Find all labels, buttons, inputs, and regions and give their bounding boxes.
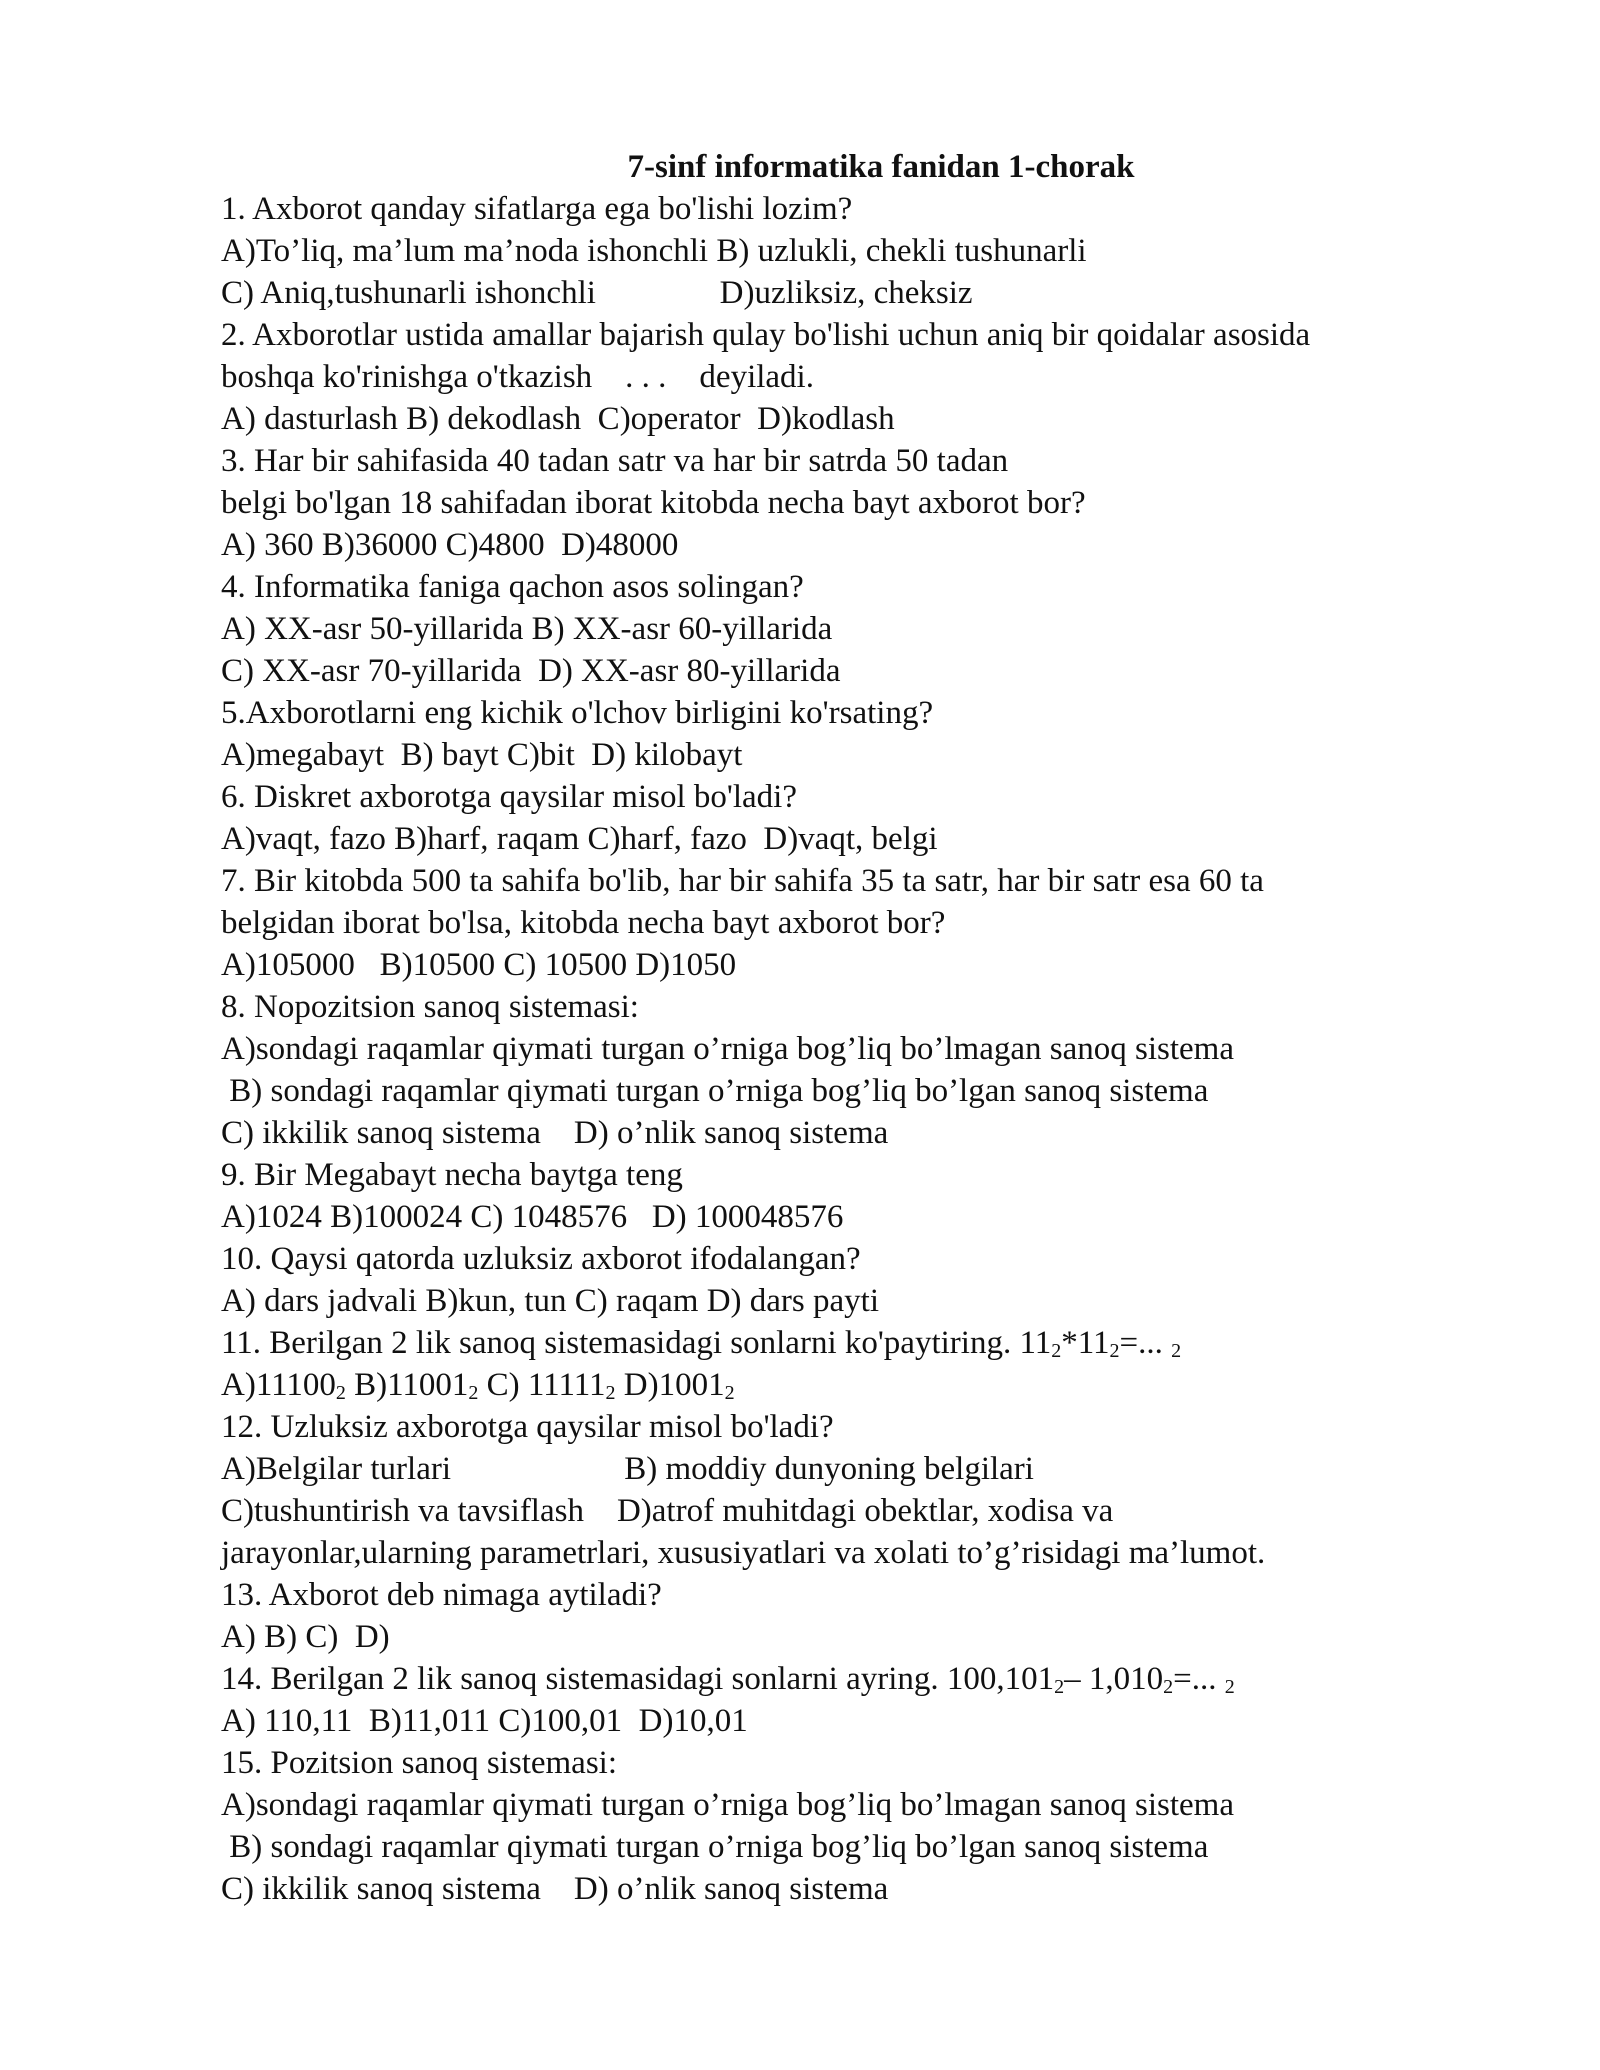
question-7-options: A)105000 B)10500 C) 10500 D)1050 <box>221 947 737 983</box>
question-11-operator: *11 <box>1061 1325 1110 1361</box>
option-c: C) 11111 <box>478 1367 606 1403</box>
subscript-base: 2 <box>335 1382 346 1404</box>
question-15-options-c-d: C) ikkilik sanoq sistema D) o’nlik sanoq sistema <box>221 1871 889 1907</box>
question-3-continued: belgi bo'lgan 18 sahifadan iborat kitobda necha bayt axborot bor? <box>221 485 1086 521</box>
question-7-continued: belgidan iborat bo'lsa, kitobda necha bayt axborot bor? <box>221 905 946 941</box>
question-4: 4. Informatika faniga qachon asos solingan? <box>221 569 804 605</box>
option-b: B)11001 <box>345 1367 469 1403</box>
question-14 <box>221 1658 1491 1700</box>
question-8-option-b: B) sondagi raqamlar qiymati turgan o’rniga bog’liq bo’lgan sanoq sistema <box>221 1073 1209 1109</box>
question-12-option-d-continued: jarayonlar,ularning parametrlari, xususiyatlari va xolati to’g’risidagi ma’lumot. <box>221 1535 1266 1571</box>
question-10-options: A) dars jadvali B)kun, tun C) raqam D) dars payti <box>221 1283 880 1319</box>
question-8-options-c-d: C) ikkilik sanoq sistema D) o’nlik sanoq sistema <box>221 1115 889 1151</box>
question-13-options: A) B) C) D) <box>221 1619 390 1655</box>
question-2-continued: boshqa ko'rinishga o'tkazish . . . deyiladi. <box>221 359 814 395</box>
question-1: 1. Axborot qanday sifatlarga ega bo'lishi lozim? <box>221 191 853 227</box>
question-4-options-c-d: C) XX-asr 70-yillarida D) XX-asr 80-yillarida <box>221 653 841 689</box>
question-9: 9. Bir Megabayt necha baytga teng <box>221 1157 683 1193</box>
question-3: 3. Har bir sahifasida 40 tadan satr va har bir satrda 50 tadan <box>221 443 1009 479</box>
question-2: 2. Axborotlar ustida amallar bajarish qulay bo'lishi uchun aniq bir qoidalar asosida <box>221 317 1311 353</box>
question-8-option-a: A)sondagi raqamlar qiymati turgan o’rniga bog’liq bo’lmagan sanoq sistema <box>221 1031 1234 1067</box>
question-11-options <box>221 1364 1491 1406</box>
question-15: 15. Pozitsion sanoq sistemasi: <box>221 1745 617 1781</box>
option-a: A)11100 <box>221 1367 336 1403</box>
subscript-base: 2 <box>1224 1676 1235 1698</box>
question-8: 8. Nopozitsion sanoq sistemasi: <box>221 989 639 1025</box>
question-13: 13. Axborot deb nimaga aytiladi? <box>221 1577 662 1613</box>
question-11-text: 11. Berilgan 2 lik sanoq sistemasidagi sonlarni ko'paytiring. 11 <box>221 1325 1052 1361</box>
document-title: 7-sinf informatika fanidan 1-chorak <box>627 149 1135 185</box>
subscript-base: 2 <box>1051 1340 1062 1362</box>
question-14-options: A) 110,11 B)11,011 C)100,01 D)10,01 <box>221 1703 748 1739</box>
question-10: 10. Qaysi qatorda uzluksiz axborot ifodalangan? <box>221 1241 861 1277</box>
document-page <box>221 146 1491 1910</box>
subscript-base: 2 <box>1054 1676 1065 1698</box>
question-14-operator: – 1,010 <box>1064 1661 1164 1697</box>
question-6: 6. Diskret axborotga qaysilar misol bo'ladi? <box>221 779 797 815</box>
question-7: 7. Bir kitobda 500 ta sahifa bo'lib, har bir sahifa 35 ta satr, har bir satr esa 60 ta <box>221 863 1264 899</box>
question-12-options-c-d: C)tushuntirish va tavsiflash D)atrof muhitdagi obektlar, xodisa va <box>221 1493 1114 1529</box>
subscript-base: 2 <box>724 1382 735 1404</box>
question-15-option-b: B) sondagi raqamlar qiymati turgan o’rniga bog’liq bo’lgan sanoq sistema <box>221 1829 1209 1865</box>
question-4-options-a-b: A) XX-asr 50-yillarida B) XX-asr 60-yillarida <box>221 611 833 647</box>
subscript-base: 2 <box>605 1382 616 1404</box>
subscript-base: 2 <box>1109 1340 1120 1362</box>
question-2-options: A) dasturlash B) dekodlash C)operator D)kodlash <box>221 401 895 437</box>
question-5-options: A)megabayt B) bayt C)bit D) kilobayt <box>221 737 743 773</box>
question-6-options: A)vaqt, fazo B)harf, raqam C)harf, fazo D)vaqt, belgi <box>221 821 938 857</box>
question-12: 12. Uzluksiz axborotga qaysilar misol bo'ladi? <box>221 1409 834 1445</box>
question-15-option-a: A)sondagi raqamlar qiymati turgan o’rniga bog’liq bo’lmagan sanoq sistema <box>221 1787 1234 1823</box>
subscript-base: 2 <box>1171 1340 1182 1362</box>
question-14-equals: =... <box>1173 1661 1225 1697</box>
question-1-options-a-b: A)To’liq, ma’lum ma’noda ishonchli B) uzlukli, chekli tushunarli <box>221 233 1087 269</box>
question-5: 5.Axborotlarni eng kichik o'lchov birligini ko'rsating? <box>221 695 934 731</box>
question-1-options-c-d: C) Aniq,tushunarli ishonchli D)uzliksiz, cheksiz <box>221 275 973 311</box>
question-3-options: A) 360 B)36000 C)4800 D)48000 <box>221 527 679 563</box>
question-12-options-a-b: A)Belgilar turlari B) moddiy dunyoning belgilari <box>221 1451 1034 1487</box>
question-14-text: 14. Berilgan 2 lik sanoq sistemasidagi sonlarni ayring. 100,101 <box>221 1661 1055 1697</box>
subscript-base: 2 <box>468 1382 479 1404</box>
question-9-options: A)1024 B)100024 C) 1048576 D) 100048576 <box>221 1199 844 1235</box>
question-11-equals: =... <box>1119 1325 1172 1361</box>
question-11 <box>221 1322 1491 1364</box>
subscript-base: 2 <box>1163 1676 1174 1698</box>
option-d: D)1001 <box>615 1367 725 1403</box>
